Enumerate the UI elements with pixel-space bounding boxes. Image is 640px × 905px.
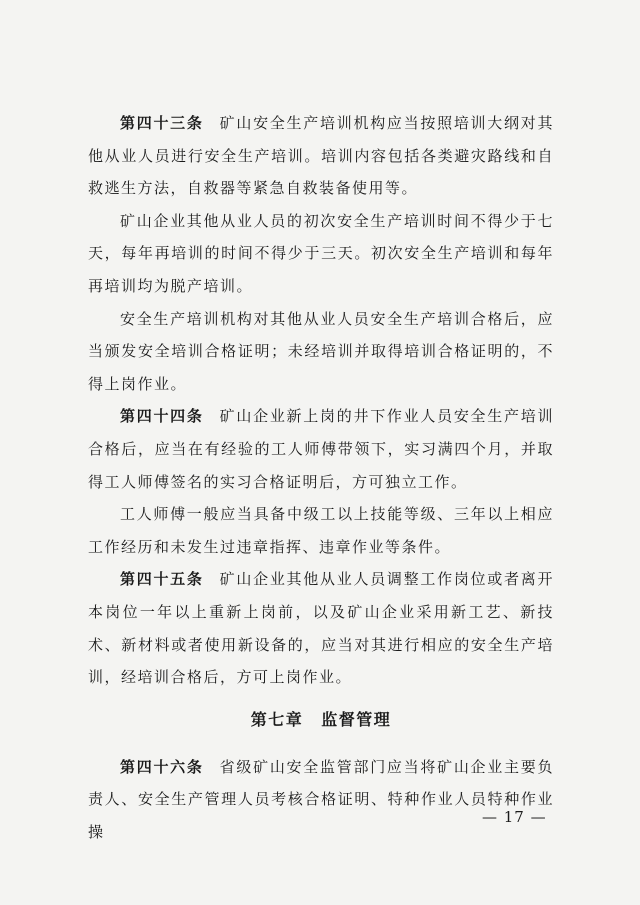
chapter-number: 第七章 — [250, 709, 304, 729]
document-page — [88, 107, 554, 848]
article-44-number: 第四十四条 — [120, 407, 204, 426]
chapter-heading — [88, 703, 554, 737]
article-46-number: 第四十六条 — [120, 757, 204, 776]
article-44-paragraph-2: 工人师傅一般应当具备中级工以上技能等级、三年以上相应工作经历和未发生过违章指挥、违章作业等条件。 — [88, 505, 554, 556]
article-43-number: 第四十三条 — [120, 114, 204, 132]
article-45-number: 第四十五条 — [120, 570, 204, 589]
article-43-paragraph-3: 安全生产培训机构对其他从业人员安全生产培训合格后，应当颁发安全培训合格证明；未经培训并取得培训合格证明的，不得上岗作业。 — [88, 309, 554, 393]
article-45-paragraph — [88, 563, 554, 693]
article-46-paragraph — [88, 751, 554, 849]
article-44-paragraph — [88, 400, 554, 498]
page-number: — 17 — — [482, 808, 547, 826]
chapter-title: 监督管理 — [321, 709, 392, 729]
article-46-text: 省级矿山安全监管部门应当将矿山企业主要负责人、安全生产管理人员考核合格证明、特种作业人员特种作业操 — [88, 757, 554, 841]
article-45-text: 矿山企业其他从业人员调整工作岗位或者离开本岗位一年以上重新上岗前，以及矿山企业采用新工艺、新技术、新材料或者使用新设备的，应当对其进行相应的安全生产培训，经培训合格后，方可上岗作业。 — [88, 570, 554, 687]
article-44-text: 矿山企业新上岗的井下作业人员安全生产培训合格后，应当在有经验的工人师傅带领下，实习满四个月，并取得工人师傅签名的实习合格证明后，方可独立工作。 — [88, 407, 554, 491]
article-43-text: 矿山安全生产培训机构应当按照培训大纲对其他从业人员进行安全生产培训。培训内容包括各类避灾路线和自救逃生方法，自救器等紧急自救装备使用等。 — [88, 114, 554, 198]
article-43-paragraph-2: 矿山企业其他从业人员的初次安全生产培训时间不得少于七天，每年再培训的时间不得少于三天。初次安全生产培训和每年再培训均为脱产培训。 — [88, 211, 554, 295]
article-43-paragraph — [88, 107, 554, 205]
